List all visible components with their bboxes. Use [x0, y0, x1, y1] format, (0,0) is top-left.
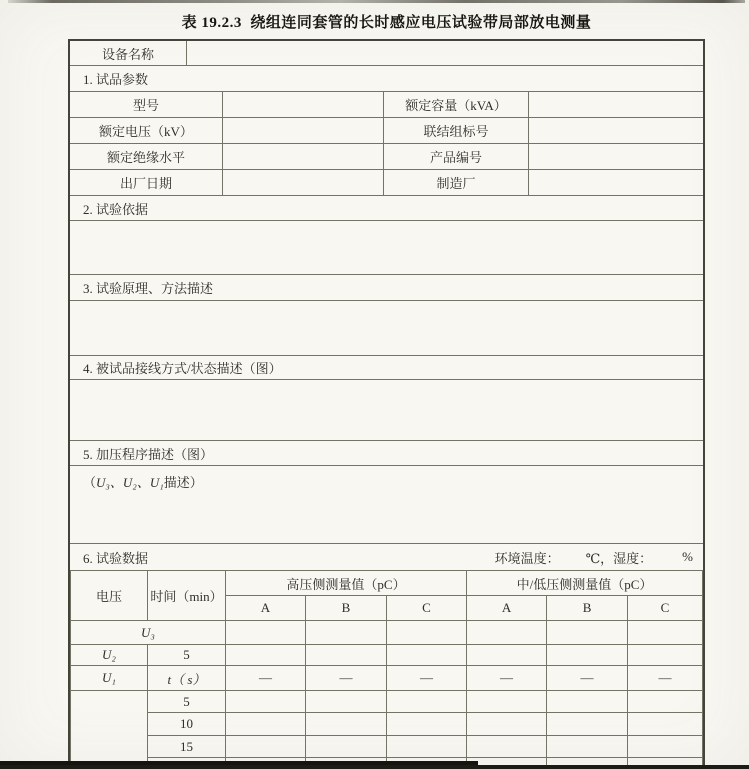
ambient-temp-label: 环境温度：	[494, 550, 560, 566]
phase-header-hv-a: A	[226, 596, 306, 621]
measurement-cell-dash: —	[467, 666, 547, 691]
factory-date-label: 出厂日期	[119, 176, 172, 191]
measurement-cell	[226, 736, 306, 758]
measurement-header-row-1	[71, 571, 703, 596]
device-name-label: 设备名称	[101, 46, 154, 62]
voltage-u1-cell: U₁	[71, 666, 148, 691]
measurement-cell	[467, 645, 547, 666]
param-row-voltage	[70, 117, 703, 143]
rated-capacity-value	[528, 92, 703, 117]
time-cell: 15	[148, 736, 226, 758]
pressure-program-note-row	[70, 465, 703, 543]
voltage-u2-cell: U₂	[71, 645, 148, 666]
measurement-cell-dash: —	[628, 666, 703, 691]
phase-header-lv-c: C	[628, 596, 703, 621]
insulation-level-value	[222, 144, 383, 169]
measurement-cell	[628, 736, 703, 758]
table-row-u1	[71, 666, 703, 691]
time-cell-t-seconds: t（ s）	[148, 666, 226, 691]
connection-group-label: 联结组标号	[383, 118, 528, 143]
test-record-form	[68, 39, 705, 769]
product-number-label: 产品编号	[383, 144, 528, 169]
phase-header-hv-b: B	[306, 596, 387, 621]
factory-date-value	[222, 170, 383, 195]
manufacturer-value	[528, 170, 703, 195]
note-voltage-variables: U₃、U₂、U₁	[96, 475, 164, 490]
measurement-cell	[226, 645, 306, 666]
section-5-heading: 5. 加压程序描述（图）	[70, 440, 703, 465]
table-row-u2	[71, 645, 703, 666]
measurement-cell	[387, 713, 467, 736]
measurement-cell	[628, 645, 703, 666]
rated-voltage-label: 额定电压（kV）	[99, 124, 193, 139]
table-row-u3	[71, 621, 703, 645]
measurement-cell-dash: —	[547, 666, 628, 691]
model-label: 型号	[132, 98, 159, 113]
section-6-heading: 6. 试验数据	[83, 550, 149, 566]
measurement-cell	[306, 713, 387, 736]
measurement-cell	[467, 621, 547, 645]
model-value	[222, 92, 383, 117]
measurement-cell	[467, 713, 547, 736]
measurement-cell	[467, 736, 547, 758]
section-2-heading: 2. 试验依据	[70, 195, 703, 220]
voltage-u3-cell: U₃	[71, 621, 226, 645]
section-1-heading: 1. 试品参数	[70, 65, 703, 91]
humidity-label: 湿度：	[613, 550, 653, 566]
measurement-cell	[547, 621, 628, 645]
measurement-cell	[306, 645, 387, 666]
note-close-text: 描述）	[163, 475, 203, 490]
measurement-cell	[547, 736, 628, 758]
time-cell: 5	[148, 691, 226, 713]
time-cell: 5	[148, 645, 226, 666]
measurement-cell	[628, 621, 703, 645]
voltage-u1-continuation-cell	[71, 691, 148, 769]
measurement-cell	[306, 736, 387, 758]
measurement-cell-dash: —	[226, 666, 306, 691]
measurement-cell	[387, 736, 467, 758]
section-2-content-area	[70, 220, 703, 274]
scan-artifact-top-edge	[8, 0, 745, 3]
measurement-cell	[226, 713, 306, 736]
phase-header-lv-a: A	[467, 596, 547, 621]
rated-voltage-value	[222, 118, 383, 143]
param-row-insulation	[70, 143, 703, 169]
measurement-cell	[387, 691, 467, 713]
measurement-cell	[628, 691, 703, 713]
time-cell: 10	[148, 713, 226, 736]
section-4-heading: 4. 被试品接线方式/状态描述（图）	[70, 355, 703, 379]
measurement-cell	[306, 621, 387, 645]
hv-side-group-header: 高压侧测量值（pC）	[226, 571, 467, 596]
measurement-cell	[628, 713, 703, 736]
measurement-cell	[387, 621, 467, 645]
scan-artifact-bottom-edge	[0, 765, 749, 769]
connection-group-value	[528, 118, 703, 143]
measurement-cell	[547, 713, 628, 736]
document-title: 表 19.2.3 绕组连同套管的长时感应电压试验带局部放电测量	[181, 15, 592, 31]
table-row-10min	[71, 713, 703, 736]
voltage-column-header: 电压	[71, 571, 148, 621]
section-3-heading: 3. 试验原理、方法描述	[70, 274, 703, 300]
section-6-heading-row	[70, 543, 703, 570]
device-name-row	[70, 41, 703, 65]
time-column-header: 时间（min）	[148, 571, 226, 621]
measurement-cell	[306, 691, 387, 713]
measurement-cell-dash: —	[306, 666, 387, 691]
lv-side-group-header: 中/低压侧测量值（pC）	[467, 571, 703, 596]
table-row-5min	[71, 691, 703, 713]
phase-header-lv-b: B	[547, 596, 628, 621]
environment-conditions	[495, 548, 693, 567]
measurement-cell-dash: —	[387, 666, 467, 691]
measurement-cell	[547, 691, 628, 713]
device-name-value	[186, 41, 703, 65]
phase-header-hv-c: C	[387, 596, 467, 621]
ambient-temp-unit: ℃，	[585, 550, 614, 566]
rated-capacity-label: 额定容量（kVA）	[383, 92, 528, 117]
section-4-content-area	[70, 379, 703, 440]
insulation-level-label: 额定绝缘水平	[106, 150, 185, 165]
measurement-cell	[467, 691, 547, 713]
measurement-cell	[226, 621, 306, 645]
product-number-value	[528, 144, 703, 169]
measurement-table	[70, 570, 703, 769]
param-row-model	[70, 91, 703, 117]
section-3-content-area	[70, 300, 703, 355]
measurement-cell	[387, 645, 467, 666]
humidity-unit: %	[682, 549, 693, 564]
measurement-cell	[547, 645, 628, 666]
note-open-paren: （	[83, 475, 97, 490]
measurement-cell	[226, 691, 306, 713]
manufacturer-label: 制造厂	[383, 170, 528, 195]
table-row-15min	[71, 736, 703, 758]
param-row-factory	[70, 169, 703, 195]
